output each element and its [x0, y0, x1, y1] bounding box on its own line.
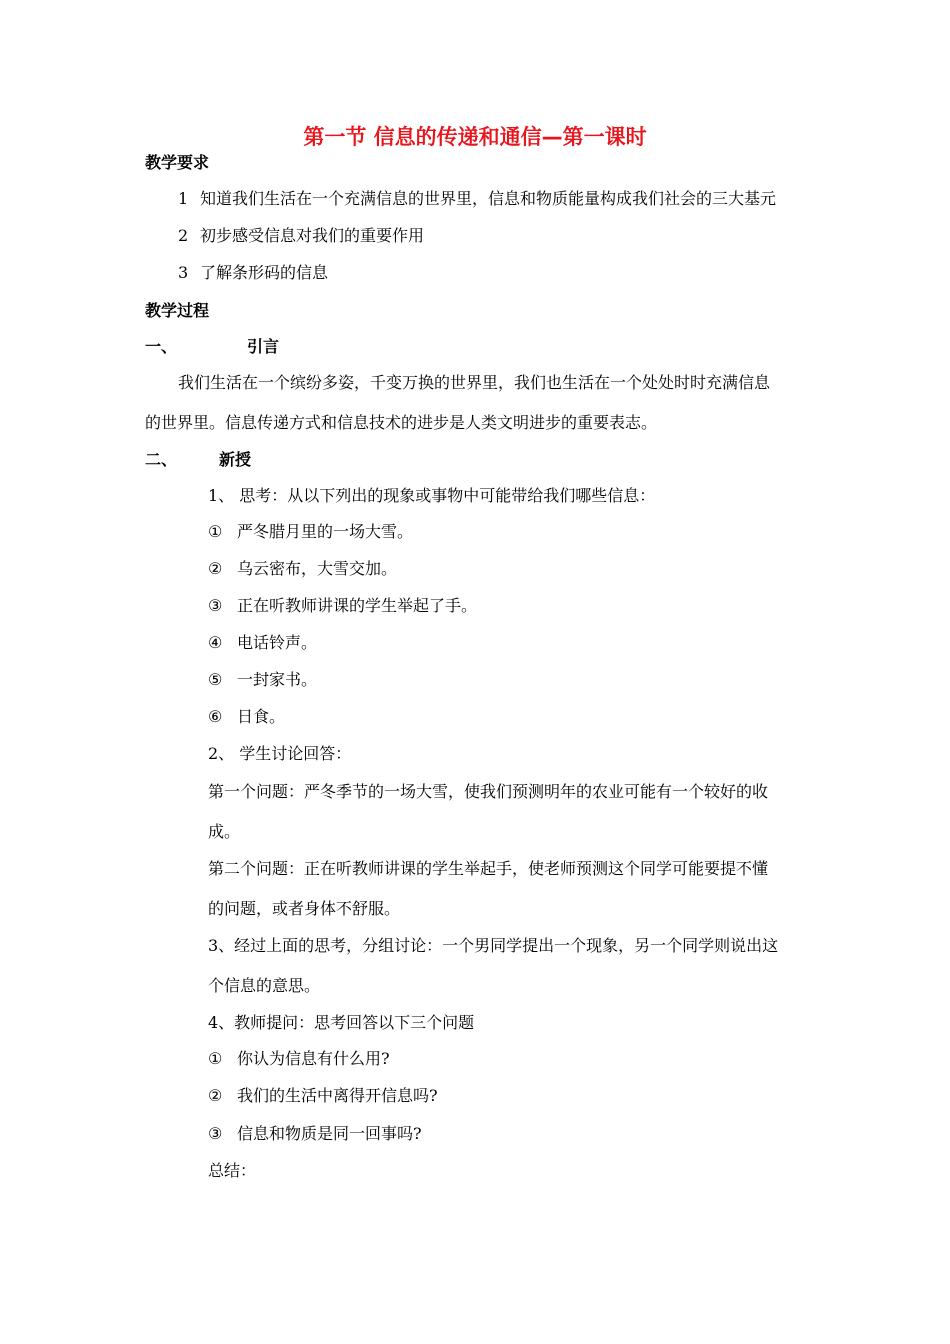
requirement-number: 3: [178, 263, 189, 282]
phenomenon-item: [208, 522, 413, 542]
item-marker: ②: [208, 559, 223, 578]
question-item: [208, 1049, 390, 1069]
step-1-text: 1、 思考：从以下列出的现象或事物中可能带给我们哪些信息：: [208, 486, 656, 505]
phenomenon-item: [208, 670, 317, 690]
answer-2-line: 的问题，或者身体不舒服。: [208, 899, 401, 918]
answer-1-line: 第一个问题：严冬季节的一场大雪，使我们预测明年的农业可能有一个较好的收: [208, 782, 769, 801]
item-text: 信息和物质是同一回事吗?: [237, 1124, 422, 1143]
item-text: 日食。: [237, 707, 286, 726]
requirement-item: [178, 263, 328, 283]
phenomenon-item: [208, 559, 397, 579]
item-marker: ①: [208, 1049, 223, 1068]
answer-1-line: 成。: [208, 822, 241, 841]
part-heading-new-lesson: [145, 450, 251, 470]
item-text: 我们的生活中离得开信息吗?: [237, 1086, 438, 1105]
part-label: 一、: [145, 337, 178, 356]
item-marker: ④: [208, 633, 223, 652]
item-text: 乌云密布，大雪交加。: [237, 559, 398, 578]
item-text: 严冬腊月里的一场大雪。: [237, 522, 414, 541]
item-marker: ②: [208, 1086, 223, 1105]
phenomenon-item: [208, 633, 317, 653]
requirement-number: 1: [178, 189, 189, 208]
item-text: 正在听教师讲课的学生举起了手。: [237, 596, 478, 615]
step-2-text: 2、 学生讨论回答：: [208, 744, 352, 763]
intro-paragraph-line: 我们生活在一个缤纷多姿，千变万换的世界里，我们也生活在一个处处时时充满信息: [178, 373, 771, 392]
intro-paragraph-line: 的世界里。信息传递方式和信息技术的进步是人类文明进步的重要表志。: [145, 413, 658, 432]
part-label: 二、: [145, 450, 178, 469]
question-item: [208, 1124, 422, 1144]
page-title: 第一节 信息的传递和通信—第一课时: [303, 125, 647, 149]
item-text: 一封家书。: [237, 670, 318, 689]
answer-2-line: 第二个问题：正在听教师讲课的学生举起手，使老师预测这个同学可能要提不懂: [208, 859, 769, 878]
item-text: 电话铃声。: [237, 633, 318, 652]
step-4-text: 4、教师提问：思考回答以下三个问题: [208, 1013, 475, 1032]
requirement-number: 2: [178, 226, 189, 245]
phenomenon-item: [208, 596, 477, 616]
item-marker: ①: [208, 522, 223, 541]
requirement-text: 了解条形码的信息: [200, 263, 329, 282]
summary-label: 总结：: [208, 1161, 257, 1180]
item-marker: ③: [208, 596, 223, 615]
item-marker: ⑤: [208, 670, 223, 689]
part-title: 新授: [219, 450, 252, 469]
part-title: 引言: [247, 337, 280, 356]
heading-teaching-process: 教学过程: [145, 301, 210, 320]
heading-teaching-requirements: 教学要求: [145, 153, 210, 172]
phenomenon-item: [208, 707, 285, 727]
step-3-line: 3、经过上面的思考，分组讨论：一个男同学提出一个现象，另一个同学则说出这: [208, 936, 779, 955]
requirement-item: [178, 226, 424, 246]
question-item: [208, 1086, 438, 1106]
requirement-text: 初步感受信息对我们的重要作用: [200, 226, 425, 245]
item-marker: ③: [208, 1124, 223, 1143]
step-3-line: 个信息的意思。: [208, 976, 321, 995]
part-heading-intro: [145, 337, 279, 357]
requirement-text: 知道我们生活在一个充满信息的世界里，信息和物质能量构成我们社会的三大基元: [200, 189, 777, 208]
requirement-item: [178, 189, 776, 209]
item-marker: ⑥: [208, 707, 223, 726]
item-text: 你认为信息有什么用?: [237, 1049, 390, 1068]
